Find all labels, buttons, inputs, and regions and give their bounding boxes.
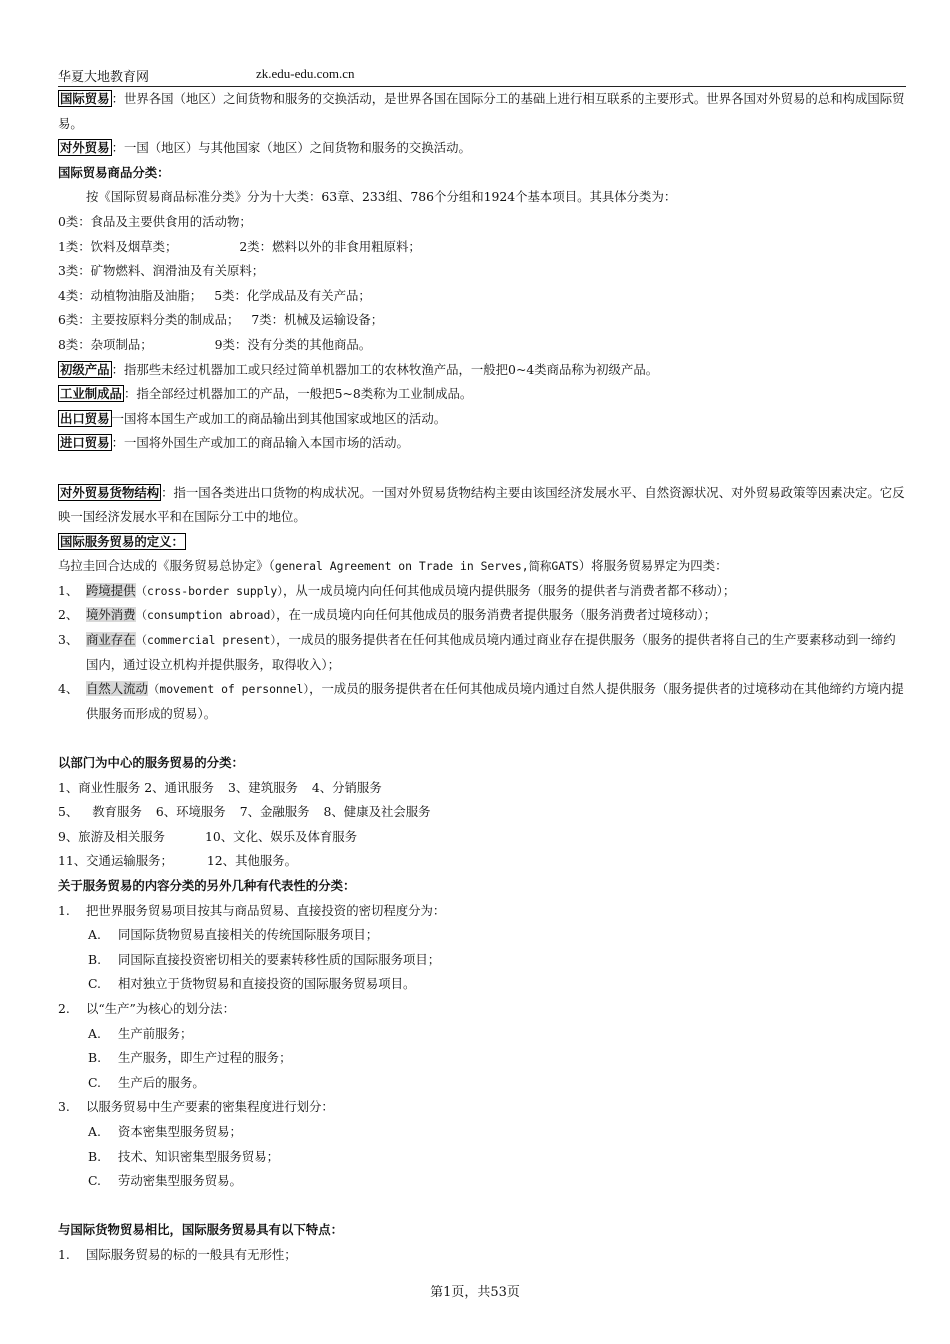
commodity-class-7: 7类：机械及运输设备； bbox=[251, 312, 384, 328]
service-mode-desc: ，一成员的服务提供者在任何其他成员境内通过商业存在提供服务（服务的提供者将自己的生产要素移动到一缔约国内，通过设立机构并提供服务，取得收入）； bbox=[86, 632, 896, 672]
heading-other-classification: 关于服务贸易的内容分类的另外几种有代表性的分类： bbox=[58, 878, 356, 893]
classification-2-b bbox=[58, 1046, 906, 1071]
paragraph-structure bbox=[58, 481, 906, 530]
feature-text: 国际服务贸易的标的一般具有无形性； bbox=[86, 1246, 297, 1262]
sector-item: 6、环境服务 bbox=[155, 804, 226, 820]
option-letter: A. bbox=[88, 927, 101, 943]
service-mode-english: （movement of personnel） bbox=[147, 682, 310, 697]
service-mode-english: （commercial present） bbox=[135, 633, 277, 648]
def-foreign-trade: ：一国（地区）与其他国家（地区）之间货物和服务的交换活动。 bbox=[111, 140, 471, 156]
site-name: 华夏大地教育网 bbox=[58, 70, 150, 85]
commodity-intro: 按《国际贸易商品标准分类》分为十大类：63章、233组、786个分组和1924个基本项目。其具体分类为： bbox=[86, 189, 677, 205]
sector-item: 7、金融服务 bbox=[239, 804, 310, 820]
commodity-class-6: 6类：主要按原料分类的制成品； bbox=[58, 312, 240, 328]
classification-2-c bbox=[58, 1071, 906, 1096]
service-mode-4 bbox=[58, 677, 906, 726]
def-industrial: ：指全部经过机器加工的产品，一般把5~8类称为工业制成品。 bbox=[123, 386, 473, 402]
sector-row-1 bbox=[58, 776, 906, 801]
option-letter: C. bbox=[88, 1074, 101, 1090]
commodity-class-5: 5类：化学成品及有关产品； bbox=[214, 287, 371, 303]
option-text: 资本密集型服务贸易； bbox=[118, 1123, 242, 1139]
classification-1-c bbox=[58, 972, 906, 997]
sector-row-2 bbox=[58, 800, 906, 825]
option-text: 生产后的服务。 bbox=[118, 1074, 205, 1090]
service-mode-desc: ，从一成员境内向任何其他成员境内提供服务（服务的提供者与消费者都不移动）； bbox=[282, 582, 736, 598]
service-intro-part-b: ）将服务贸易界定为四类： bbox=[578, 558, 728, 574]
def-structure: ：指一国各类进出口货物的构成状况。一国对外贸易货物结构主要由该国经济发展水平、自然资源状况、对外贸易政策等因素决定。它反映一国经济发展水平和在国际分工中的地位。 bbox=[58, 484, 905, 525]
classification-number: 1. bbox=[58, 902, 70, 918]
term-primary: 初级产品 bbox=[60, 361, 110, 377]
sector-item-number: 5、 bbox=[58, 804, 79, 820]
service-mode-3 bbox=[58, 628, 906, 677]
option-letter: B. bbox=[88, 951, 102, 967]
site-url: zk.edu-edu.com.cn bbox=[256, 66, 355, 81]
commodity-class-4: 4类：动植物油脂及油脂； bbox=[58, 287, 203, 303]
service-mode-number: 1、 bbox=[58, 582, 79, 598]
commodity-row-6-7 bbox=[58, 308, 906, 333]
paragraph-intl-trade bbox=[58, 87, 906, 136]
commodity-class-8: 8类：杂项制品； bbox=[58, 336, 153, 352]
def-intl-trade: ：世界各国（地区）之间货物和服务的交换活动，是世界各国在国际分工的基础上进行相互联系的主要形式。世界各国对外贸易的总和构成国际贸易。 bbox=[58, 91, 905, 131]
option-letter: B. bbox=[88, 1050, 102, 1066]
sector-item: 12、其他服务。 bbox=[206, 853, 298, 869]
classification-2 bbox=[58, 997, 906, 1022]
sector-item: 10、文化、娱乐及体育服务 bbox=[205, 828, 358, 844]
commodity-class-2: 2类：燃料以外的非食用粗原料； bbox=[239, 238, 421, 254]
term-import: 进口贸易 bbox=[60, 435, 110, 451]
paragraph-export bbox=[58, 407, 906, 432]
option-letter: C. bbox=[88, 1173, 101, 1189]
term-foreign-trade: 对外贸易 bbox=[60, 140, 110, 156]
page-header bbox=[58, 64, 906, 87]
classification-2-a bbox=[58, 1022, 906, 1047]
service-mode-number: 4、 bbox=[58, 681, 79, 697]
classification-text: 以服务贸易中生产要素的密集程度进行划分： bbox=[86, 1099, 334, 1115]
commodity-class-9: 9类：没有分类的其他商品。 bbox=[214, 336, 372, 352]
sector-item: 3、建筑服务 bbox=[228, 779, 298, 795]
service-intro-part-a: 乌拉圭回合达成的《服务贸易总协定》（ bbox=[58, 558, 275, 574]
sector-item: 11、交通运输服务； bbox=[58, 853, 173, 869]
sector-item: 教育服务 bbox=[92, 804, 142, 820]
service-def-intro bbox=[58, 554, 906, 579]
paragraph-industrial bbox=[58, 382, 906, 407]
paragraph-import bbox=[58, 431, 906, 456]
option-text: 相对独立于货物贸易和直接投资的国际服务贸易项目。 bbox=[118, 976, 416, 992]
sector-row-4 bbox=[58, 849, 906, 874]
sector-item: 8、健康及社会服务 bbox=[323, 804, 431, 820]
classification-3-c bbox=[58, 1169, 906, 1194]
classification-text: 把世界服务贸易项目按其与商品贸易、直接投资的密切程度分为： bbox=[86, 902, 446, 918]
service-mode-number: 2、 bbox=[58, 607, 79, 623]
def-primary: ：指那些未经过机器加工或只经过简单机器加工的农林牧渔产品，一般把0~4类商品称为初级产品。 bbox=[111, 361, 659, 377]
commodity-class-0: 0类：食品及主要供食用的活动物； bbox=[58, 213, 252, 229]
term-export: 出口贸易 bbox=[60, 410, 110, 426]
paragraph-primary bbox=[58, 358, 906, 383]
sector-row-3 bbox=[58, 825, 906, 850]
def-import: ：一国将外国生产或加工的商品输入本国市场的活动。 bbox=[111, 435, 409, 451]
service-mode-name: 跨境提供 bbox=[86, 582, 136, 598]
option-text: 技术、知识密集型服务贸易； bbox=[118, 1148, 280, 1164]
heading-sector: 以部门为中心的服务贸易的分类： bbox=[58, 755, 244, 771]
commodity-class-3: 3类：矿物燃料、润滑油及有关原料； bbox=[58, 263, 265, 279]
term-intl-trade: 国际贸易 bbox=[60, 91, 110, 106]
heading-service-def-row bbox=[58, 530, 906, 555]
feature-1 bbox=[58, 1243, 906, 1268]
service-mode-name: 境外消费 bbox=[86, 607, 136, 623]
term-industrial: 工业制成品 bbox=[60, 386, 122, 402]
classification-1-a bbox=[58, 923, 906, 948]
option-text: 生产服务，即生产过程的服务； bbox=[118, 1050, 292, 1066]
service-mode-2 bbox=[58, 603, 906, 628]
heading-commodity: 国际贸易商品分类： bbox=[58, 164, 170, 180]
classification-3-b bbox=[58, 1145, 906, 1170]
service-mode-desc: ，一成员的服务提供者在任何其他成员境内通过自然人提供服务（服务提供者的过境移动在其他缔约方境内提供服务而形成的贸易）。 bbox=[86, 681, 904, 721]
heading-service-def: 国际服务贸易的定义： bbox=[60, 533, 184, 549]
service-mode-name: 商业存在 bbox=[86, 632, 136, 648]
classification-number: 3. bbox=[58, 1099, 70, 1115]
option-text: 生产前服务； bbox=[118, 1025, 193, 1041]
option-text: 同国际直接投资密切相关的要素转移性质的国际服务项目； bbox=[118, 951, 441, 967]
sector-item: 4、分销服务 bbox=[311, 779, 382, 795]
service-mode-desc: ，在一成员境内向任何其他成员的服务消费者提供服务（服务消费者过境移动）； bbox=[276, 607, 716, 623]
classification-number: 2. bbox=[58, 1000, 70, 1016]
option-letter: C. bbox=[88, 976, 101, 992]
classification-text: 以“生产”为核心的划分法： bbox=[86, 1000, 235, 1016]
commodity-row-4-5 bbox=[58, 284, 906, 309]
heading-features: 与国际货物贸易相比，国际服务贸易具有以下特点： bbox=[58, 1222, 343, 1238]
classification-3-a bbox=[58, 1120, 906, 1145]
service-mode-name: 自然人流动 bbox=[86, 681, 148, 697]
term-structure: 对外贸易货物结构 bbox=[60, 484, 160, 500]
classification-1 bbox=[58, 899, 906, 924]
service-mode-english: （consumption abroad） bbox=[135, 608, 277, 623]
classification-3 bbox=[58, 1095, 906, 1120]
service-mode-english: （cross-border supply） bbox=[135, 583, 283, 598]
paragraph-foreign-trade bbox=[58, 136, 906, 161]
option-text: 同国际货物贸易直接相关的传统国际服务项目； bbox=[118, 927, 379, 943]
option-letter: A. bbox=[88, 1123, 101, 1139]
commodity-row-8-9 bbox=[58, 333, 906, 358]
classification-1-b bbox=[58, 948, 906, 973]
sector-item: 1、商业性服务 bbox=[58, 779, 141, 795]
sector-item: 9、旅游及相关服务 bbox=[58, 828, 166, 844]
option-letter: A. bbox=[88, 1025, 101, 1041]
commodity-class-1: 1类：饮料及烟草类； bbox=[58, 238, 178, 254]
option-text: 劳动密集型服务贸易。 bbox=[118, 1173, 242, 1189]
document-page bbox=[58, 64, 906, 1268]
service-intro-english: general Agreement on Trade in Serves,简称GATS bbox=[274, 559, 579, 574]
service-mode-1 bbox=[58, 579, 906, 604]
def-export: 一国将本国生产或加工的商品输出到其他国家或地区的活动。 bbox=[111, 410, 447, 426]
feature-number: 1. bbox=[58, 1246, 70, 1262]
sector-item: 2、通讯服务 bbox=[144, 779, 215, 795]
commodity-row-1-2 bbox=[58, 235, 906, 260]
service-mode-number: 3、 bbox=[58, 632, 79, 648]
option-letter: B. bbox=[88, 1148, 102, 1164]
page-footer: 第1页，共53页 bbox=[430, 1285, 520, 1300]
